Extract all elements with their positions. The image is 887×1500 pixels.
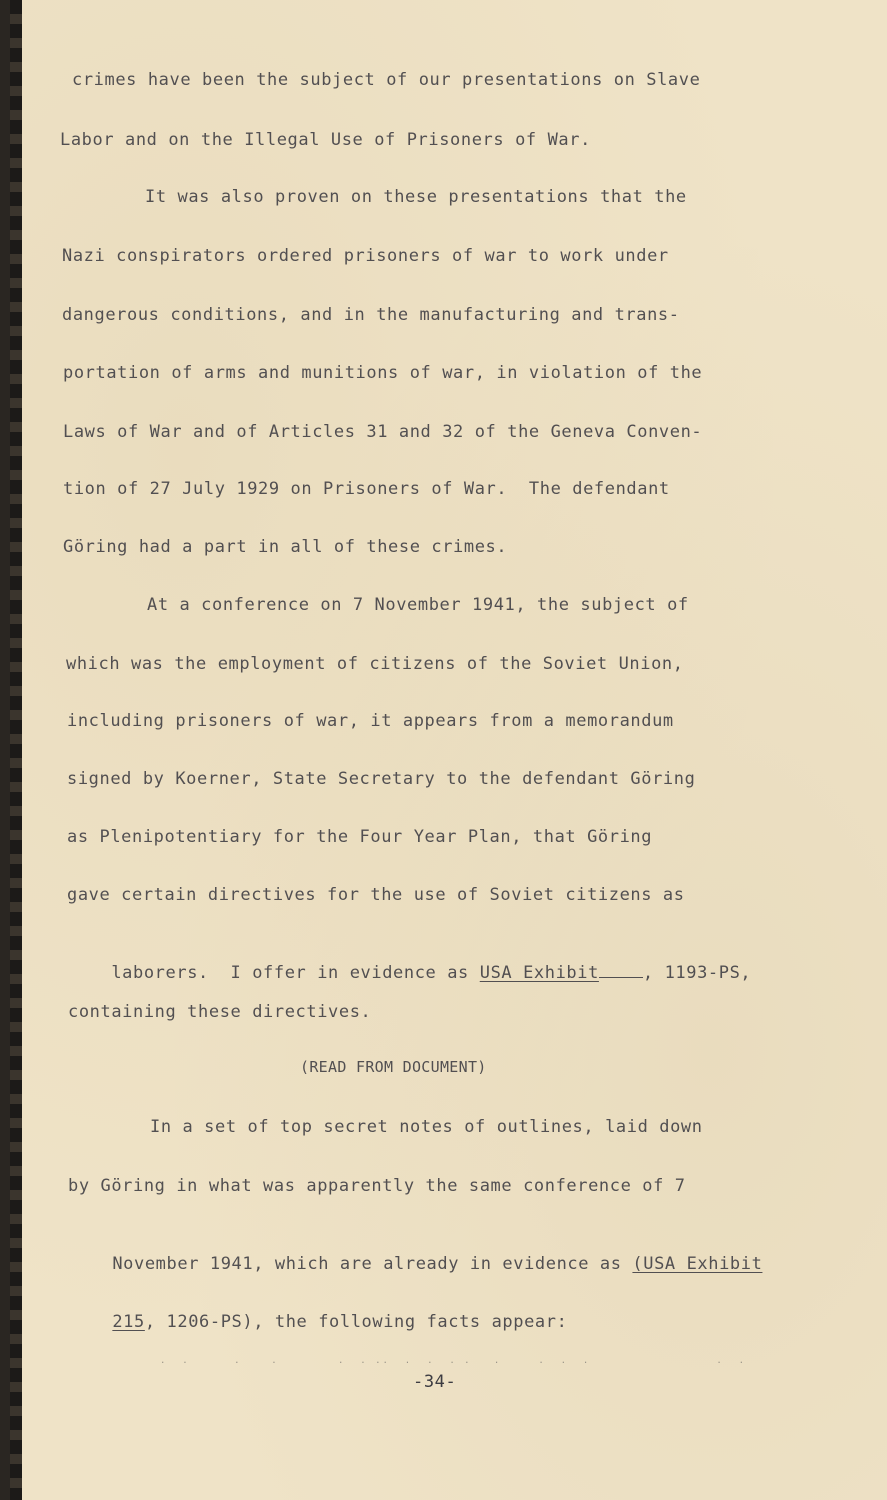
text-line-13: signed by Koerner, State Secretary to the defendant Göring <box>67 769 696 789</box>
text-line-9: Göring had a part in all of these crimes. <box>63 537 508 557</box>
text-line-6: portation of arms and munitions of war, in violation of the <box>63 363 703 383</box>
line16-suffix: , 1193-PS, <box>642 963 752 983</box>
exhibit-number-215: 215 <box>112 1312 145 1332</box>
text-line-21 <box>69 1234 762 1294</box>
document-page <box>10 0 887 1500</box>
line16-prefix: laborers. I offer in evidence as <box>111 963 480 983</box>
text-line-17: containing these directives. <box>68 1002 372 1022</box>
line21-prefix: November 1941, which are already in evidence as <box>112 1254 633 1274</box>
text-line-4: Nazi conspirators ordered prisoners of war to work under <box>62 246 669 266</box>
text-line-1: crimes have been the subject of our presentations on Slave <box>72 70 701 90</box>
read-from-document-heading: (READ FROM DOCUMENT) <box>300 1058 487 1076</box>
text-line-19: In a set of top secret notes of outlines, laid down <box>150 1117 703 1137</box>
spiral-binding <box>10 0 22 1500</box>
text-line-10: At a conference on 7 November 1941, the subject of <box>147 595 689 615</box>
text-line-5: dangerous conditions, and in the manufacturing and trans- <box>62 305 680 325</box>
text-line-3: It was also proven on these presentations that the <box>145 187 687 207</box>
text-line-16 <box>68 943 751 1003</box>
page-number: -34- <box>413 1372 457 1392</box>
text-line-11: which was the employment of citizens of the Soviet Union, <box>66 654 684 674</box>
text-line-20: by Göring in what was apparently the same conference of 7 <box>68 1176 686 1196</box>
faint-show-through: . . . . . . .. . . . . . . . . . . <box>160 1356 747 1366</box>
exhibit-number-blank <box>599 963 643 978</box>
line22-suffix: , 1206-PS), the following facts appear: <box>144 1312 568 1332</box>
text-line-15: gave certain directives for the use of Soviet citizens as <box>67 885 685 905</box>
text-line-22 <box>69 1292 567 1352</box>
exhibit-reference-2: (USA Exhibit <box>632 1254 763 1274</box>
text-line-2: Labor and on the Illegal Use of Prisoners of War. <box>60 130 591 150</box>
text-line-12: including prisoners of war, it appears from a memorandum <box>67 711 674 731</box>
text-line-8: tion of 27 July 1929 on Prisoners of War. The defendant <box>63 479 670 499</box>
text-line-14: as Plenipotentiary for the Four Year Plan, that Göring <box>67 827 653 847</box>
exhibit-reference: USA Exhibit <box>479 963 599 983</box>
text-line-7: Laws of War and of Articles 31 and 32 of the Geneva Conven- <box>63 422 703 442</box>
